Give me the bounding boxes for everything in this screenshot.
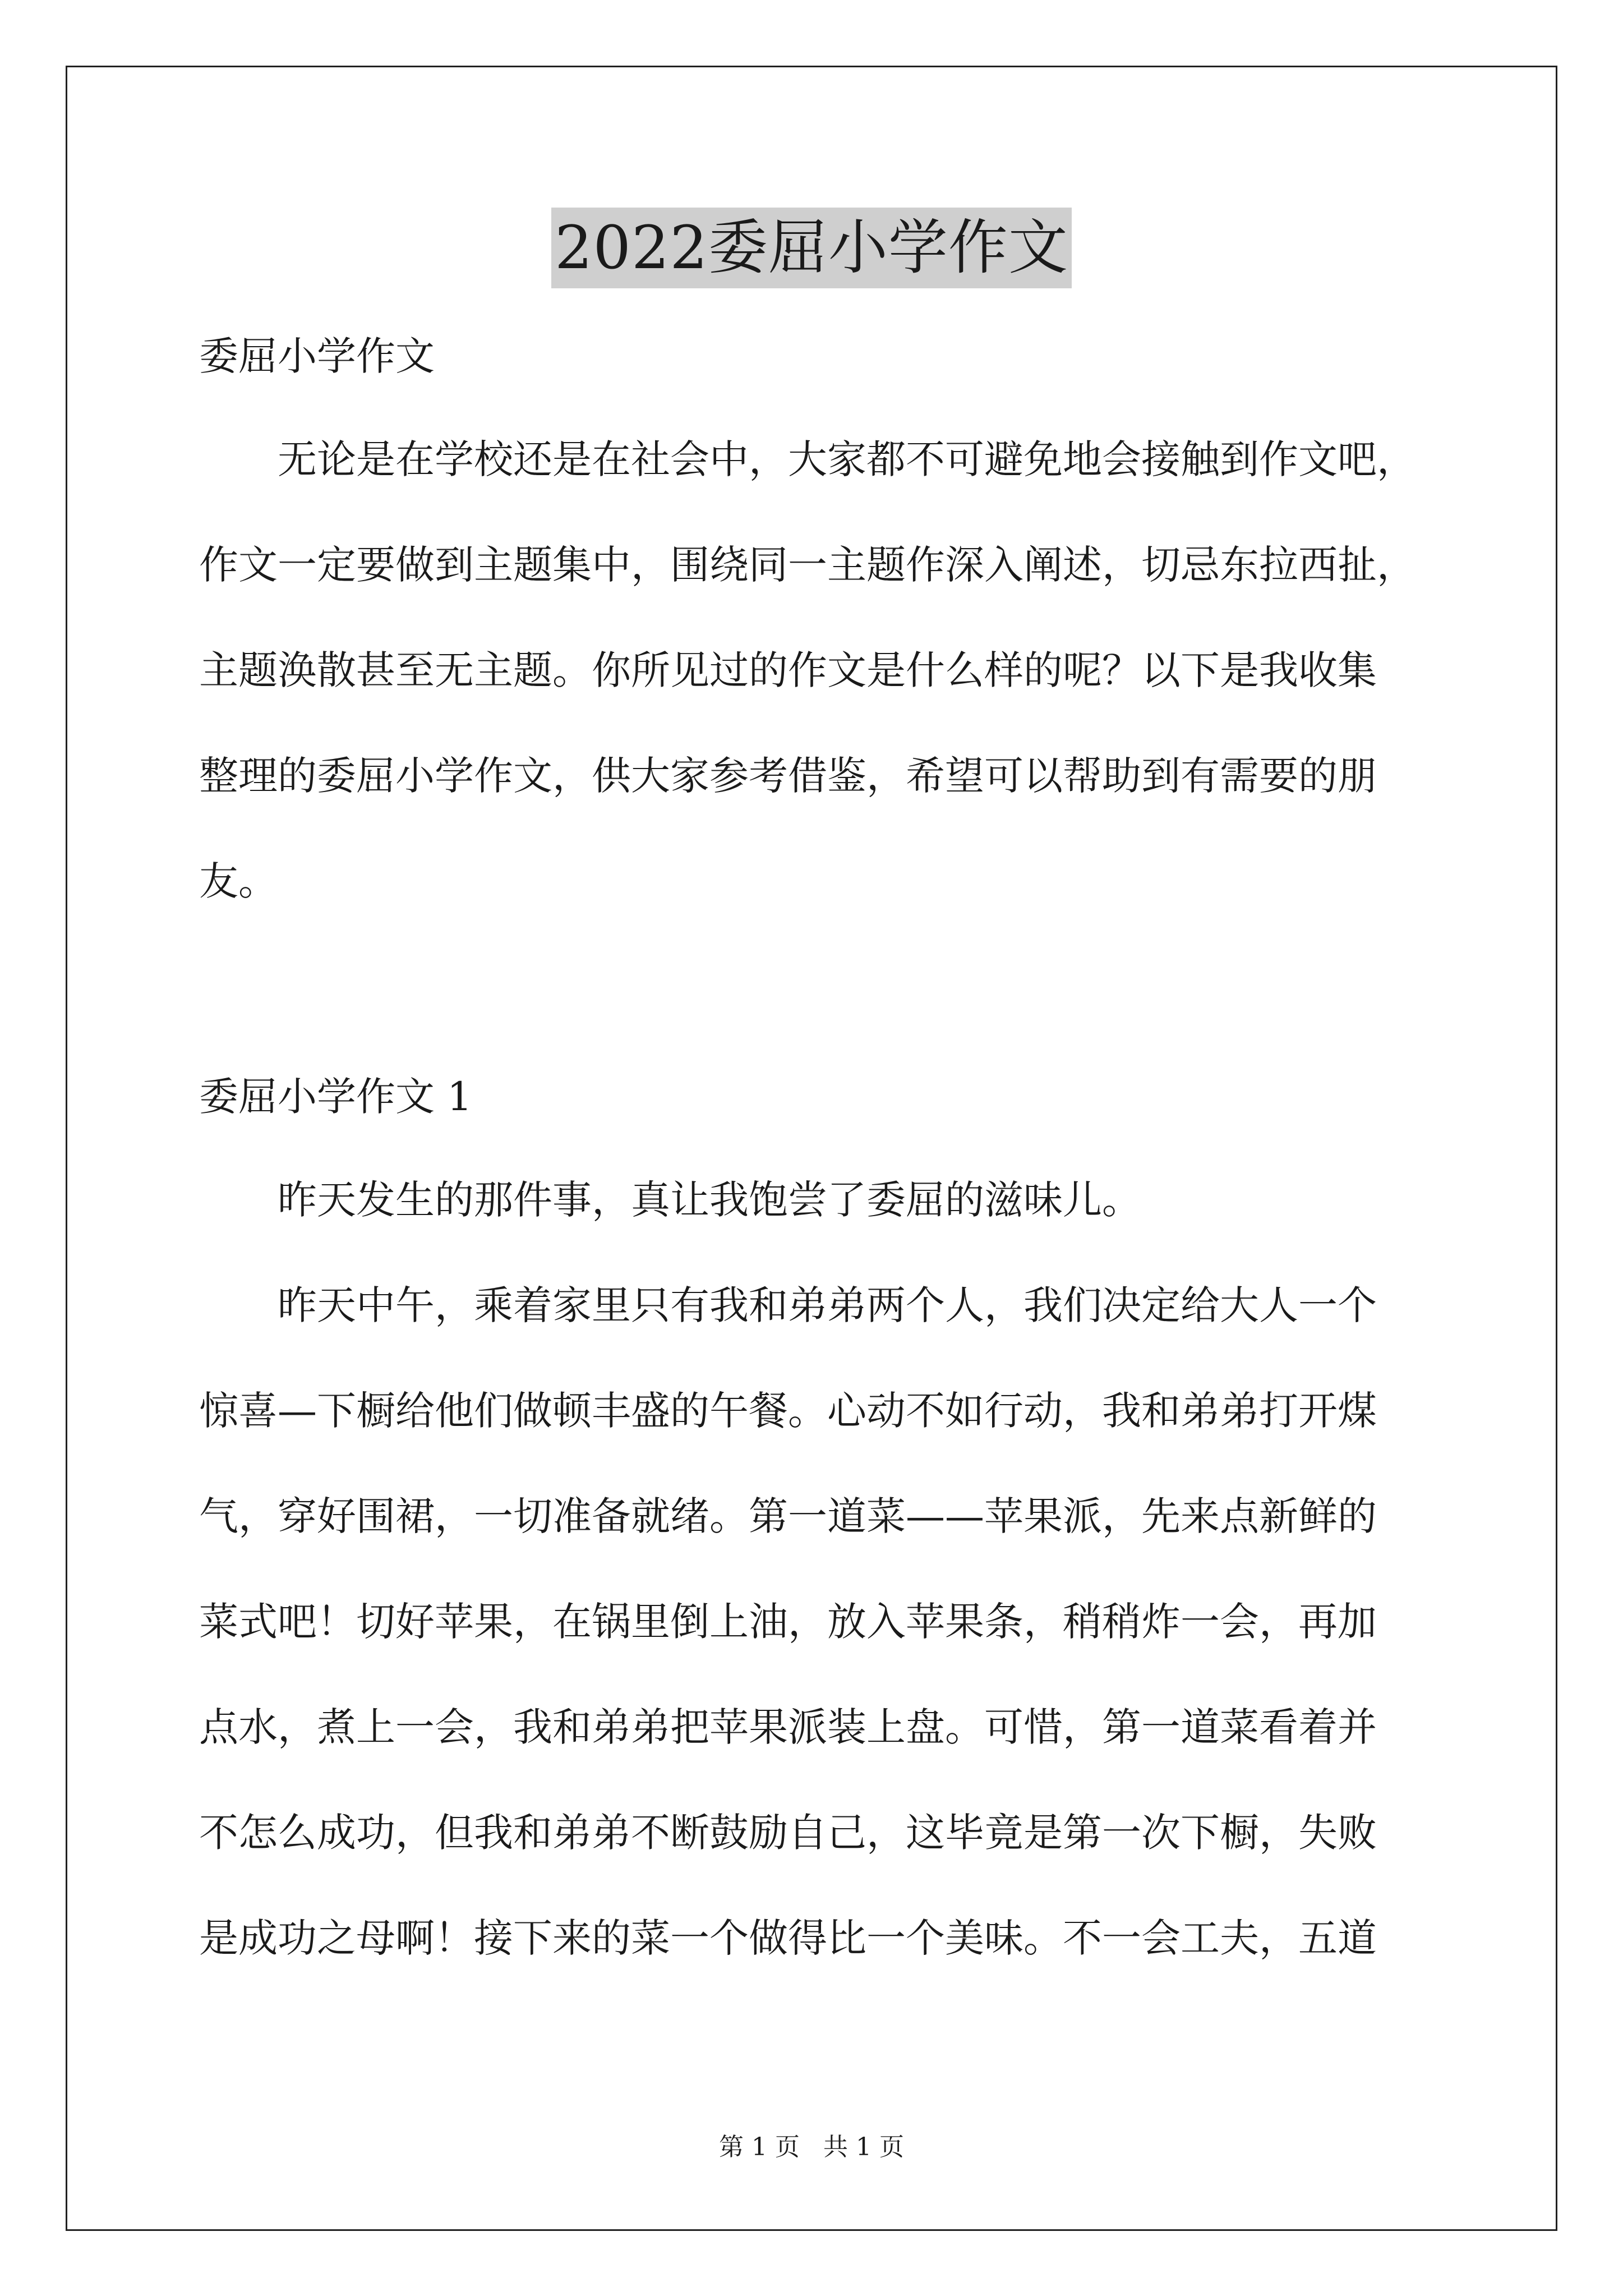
text-line: 整理的委屈小学作文，供大家参考借鉴，希望可以帮助到有需要的朋	[199, 753, 1377, 799]
page-footer	[0, 2131, 1623, 2164]
text-line: 昨天发生的那件事，真让我饱尝了委屈的滋味儿。	[278, 1177, 1141, 1223]
section-heading: 委屈小学作文	[199, 333, 435, 379]
text-line: 友。	[199, 858, 278, 904]
title-area	[0, 208, 1623, 288]
page-number: 第 1 页	[719, 2133, 800, 2161]
text-line: 不怎么成功，但我和弟弟不断鼓励自己，这毕竟是第一次下橱，失败	[199, 1810, 1377, 1856]
text-line: 点水，煮上一会，我和弟弟把苹果派装上盘。可惜，第一道菜看着并	[199, 1704, 1377, 1750]
text-line: 是成功之母啊！接下来的菜一个做得比一个美味。不一会工夫，五道	[199, 1915, 1377, 1961]
text-line: 无论是在学校还是在社会中，大家都不可避免地会接触到作文吧，	[278, 436, 1416, 482]
text-line: 昨天中午，乘着家里只有我和弟弟两个人，我们决定给大人一个	[278, 1282, 1377, 1328]
spacer	[199, 934, 1433, 1046]
paragraph	[199, 1253, 1433, 1991]
text-line: 气，穿好围裙，一切准备就绪。第一道菜——苹果派，先来点新鲜的	[199, 1493, 1377, 1539]
document-body	[199, 306, 1433, 1991]
paragraph	[199, 1147, 1433, 1253]
text-line: 主题涣散甚至无主题。你所见过的作文是什么样的呢？以下是我收集	[199, 647, 1377, 693]
text-line: 作文一定要做到主题集中，围绕同一主题作深入阐述，切忌东拉西扯，	[199, 542, 1416, 588]
intro-paragraph	[199, 407, 1433, 934]
page-count: 共 1 页	[823, 2133, 904, 2161]
document-title: 2022委屈小学作文	[551, 208, 1072, 288]
text-line: 菜式吧！切好苹果，在锅里倒上油，放入苹果条，稍稍炸一会，再加	[199, 1599, 1377, 1645]
text-line: 惊喜—下橱给他们做顿丰盛的午餐。心动不如行动，我和弟弟打开煤	[199, 1388, 1377, 1434]
section-heading: 委屈小学作文 1	[199, 1074, 472, 1120]
